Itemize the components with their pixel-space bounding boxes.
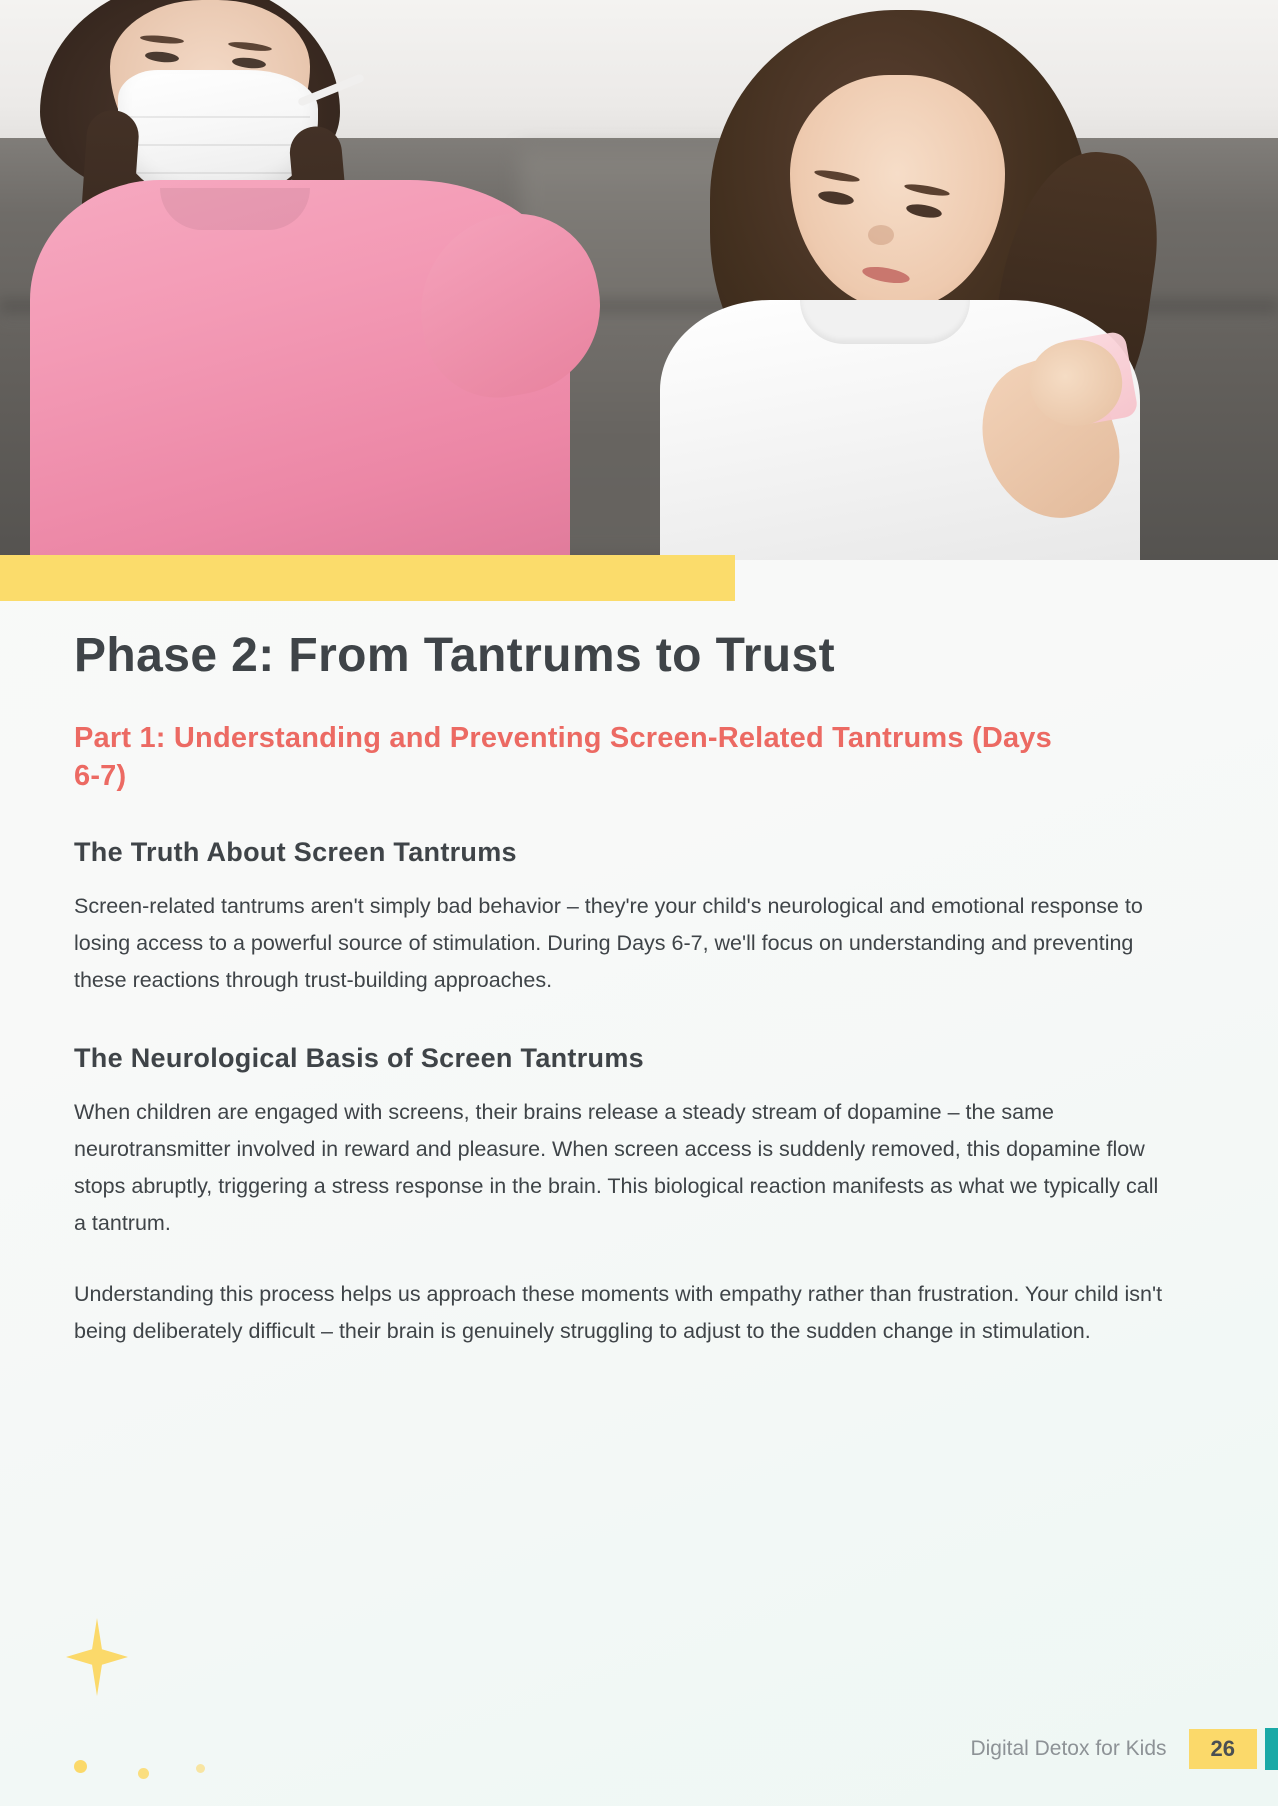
sparkle-dot-icon xyxy=(138,1768,149,1779)
section-heading-2: The Neurological Basis of Screen Tantrums xyxy=(74,1043,644,1074)
sparkle-dot-icon xyxy=(74,1760,87,1773)
page-content xyxy=(74,630,1189,1372)
page-title: Phase 2: From Tantrums to Trust xyxy=(74,629,835,682)
page-number: 26 xyxy=(1189,1729,1257,1769)
section-2-paragraph-2: Understanding this process helps us approach these moments with empathy rather than frustration. Your child isn't being deliberately difficult – their brain is genuinely struggling to adjust to the sudden change in stimulation. xyxy=(74,1282,1163,1344)
sparkle-star-icon xyxy=(66,1618,128,1696)
section-heading-1: The Truth About Screen Tantrums xyxy=(74,837,517,868)
hero-image xyxy=(0,0,1278,560)
yellow-accent-bar xyxy=(0,555,735,601)
face-mask-fold xyxy=(126,116,310,118)
section-1-paragraph-1: Screen-related tantrums aren't simply bad behavior – they're your child's neurological and emotional response to losing access to a powerful source of stimulation. During Days 6-7, we'll focus on understanding and preventing these reactions through trust-building approaches. xyxy=(74,894,1143,993)
part-title: Part 1: Understanding and Preventing Screen-Related Tantrums (Days 6-7) xyxy=(74,721,1052,793)
girl-right-nose xyxy=(868,225,894,245)
girl-left-shirt-neckline xyxy=(160,188,310,230)
sparkle-dot-icon xyxy=(196,1764,205,1773)
footer-teal-tab xyxy=(1265,1728,1278,1770)
face-mask-fold xyxy=(126,144,310,146)
girl-right-shirt-collar xyxy=(800,300,970,344)
footer-book-title: Digital Detox for Kids xyxy=(970,1737,1167,1760)
page-footer xyxy=(970,1728,1278,1770)
face-mask-fold xyxy=(126,172,310,174)
section-2-paragraph-1: When children are engaged with screens, their brains release a steady stream of dopamine – the same neurotransmitter involved in reward and pleasure. When screen access is suddenly removed, this dopamine flow stops abruptly, triggering a stress response in the brain. This biological reaction manifests as what we typically call a tantrum. xyxy=(74,1100,1159,1236)
